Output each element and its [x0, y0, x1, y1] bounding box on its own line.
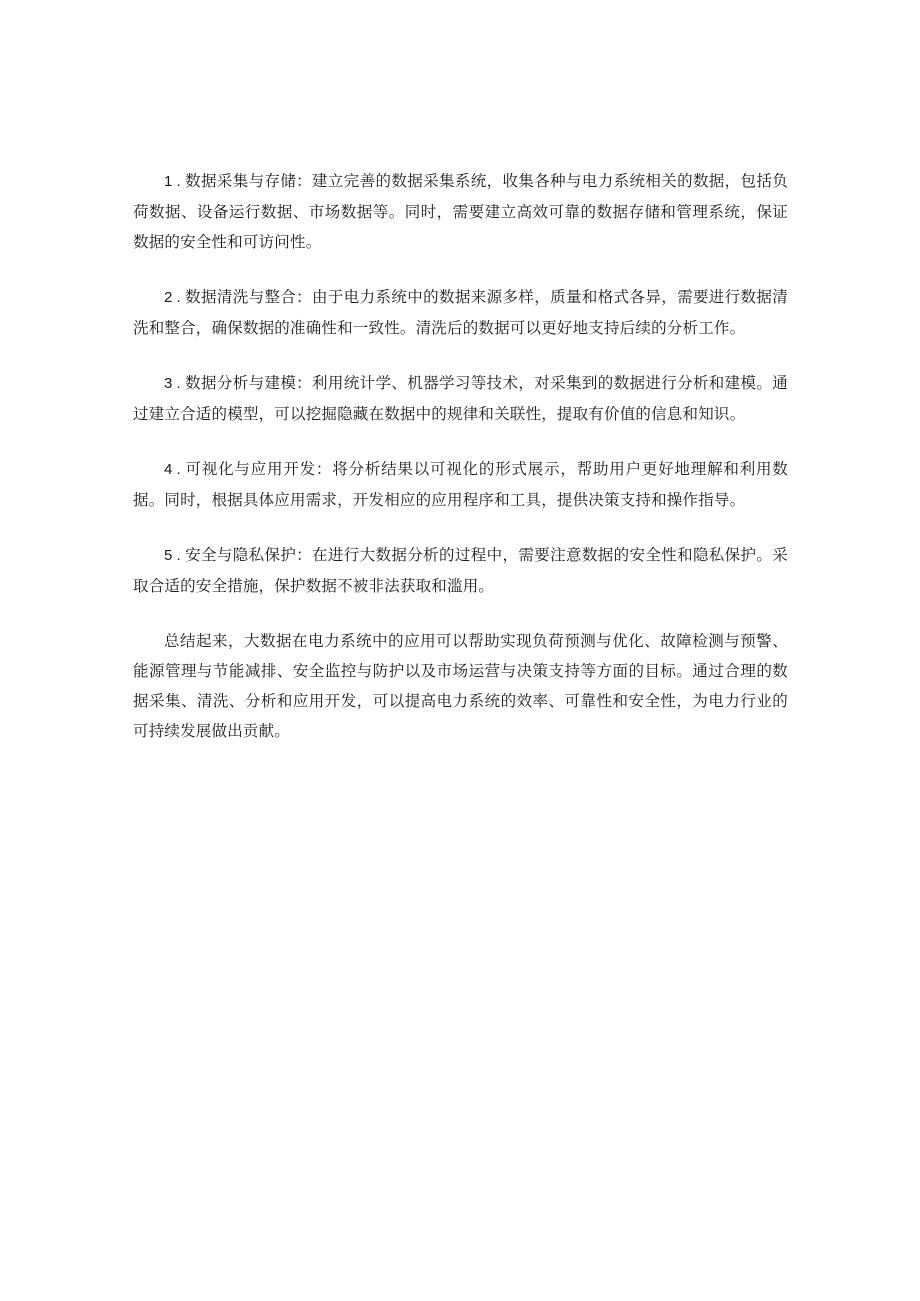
list-item-separator: . — [176, 289, 181, 306]
list-item — [133, 166, 788, 257]
list-item-number: 2 — [164, 289, 173, 306]
list-item — [133, 540, 788, 601]
list-item-number: 1 — [164, 173, 173, 190]
list-item-text: 数据清洗与整合：由于电力系统中的数据来源多样，质量和格式各异，需要进行数据清洗和整合，确保数据的准确性和一致性。清洗后的数据可以更好地支持后续的分析工作。 — [133, 288, 788, 337]
list-item — [133, 282, 788, 343]
list-item — [133, 368, 788, 429]
list-item-text: 数据分析与建模：利用统计学、机器学习等技术，对采集到的数据进行分析和建模。通过建立合适的模型，可以挖掘隐藏在数据中的规律和关联性，提取有价值的信息和知识。 — [133, 374, 788, 423]
list-item-text: 数据采集与存储：建立完善的数据采集系统，收集各种与电力系统相关的数据，包括负荷数据、设备运行数据、市场数据等。同时，需要建立高效可靠的数据存储和管理系统，保证数据的安全性和可访问性。 — [133, 172, 788, 251]
list-item-number: 5 — [164, 547, 173, 564]
list-item-separator: . — [176, 173, 181, 190]
list-item-separator: . — [176, 547, 181, 564]
list-item-text: 可视化与应用开发：将分析结果以可视化的形式展示，帮助用户更好地理解和利用数据。同时，根据具体应用需求，开发相应的应用程序和工具，提供决策支持和操作指导。 — [133, 460, 788, 509]
list-item-number: 3 — [164, 375, 173, 392]
list-item-separator: . — [176, 375, 181, 392]
summary-paragraph: 总结起来，大数据在电力系统中的应用可以帮助实现负荷预测与优化、故障检测与预警、能源管理与节能减排、安全监控与防护以及市场运营与决策支持等方面的目标。通过合理的数据采集、清洗、分析和应用开发，可以提高电力系统的效率、可靠性和安全性，为电力行业的可持续发展做出贡献。 — [133, 632, 788, 740]
list-item-number: 4 — [164, 461, 173, 478]
list-item-text: 安全与隐私保护：在进行大数据分析的过程中，需要注意数据的安全性和隐私保护。采取合适的安全措施，保护数据不被非法获取和滥用。 — [133, 546, 788, 595]
document-body — [133, 166, 788, 771]
list-item-separator: . — [176, 461, 181, 478]
list-item — [133, 454, 788, 515]
